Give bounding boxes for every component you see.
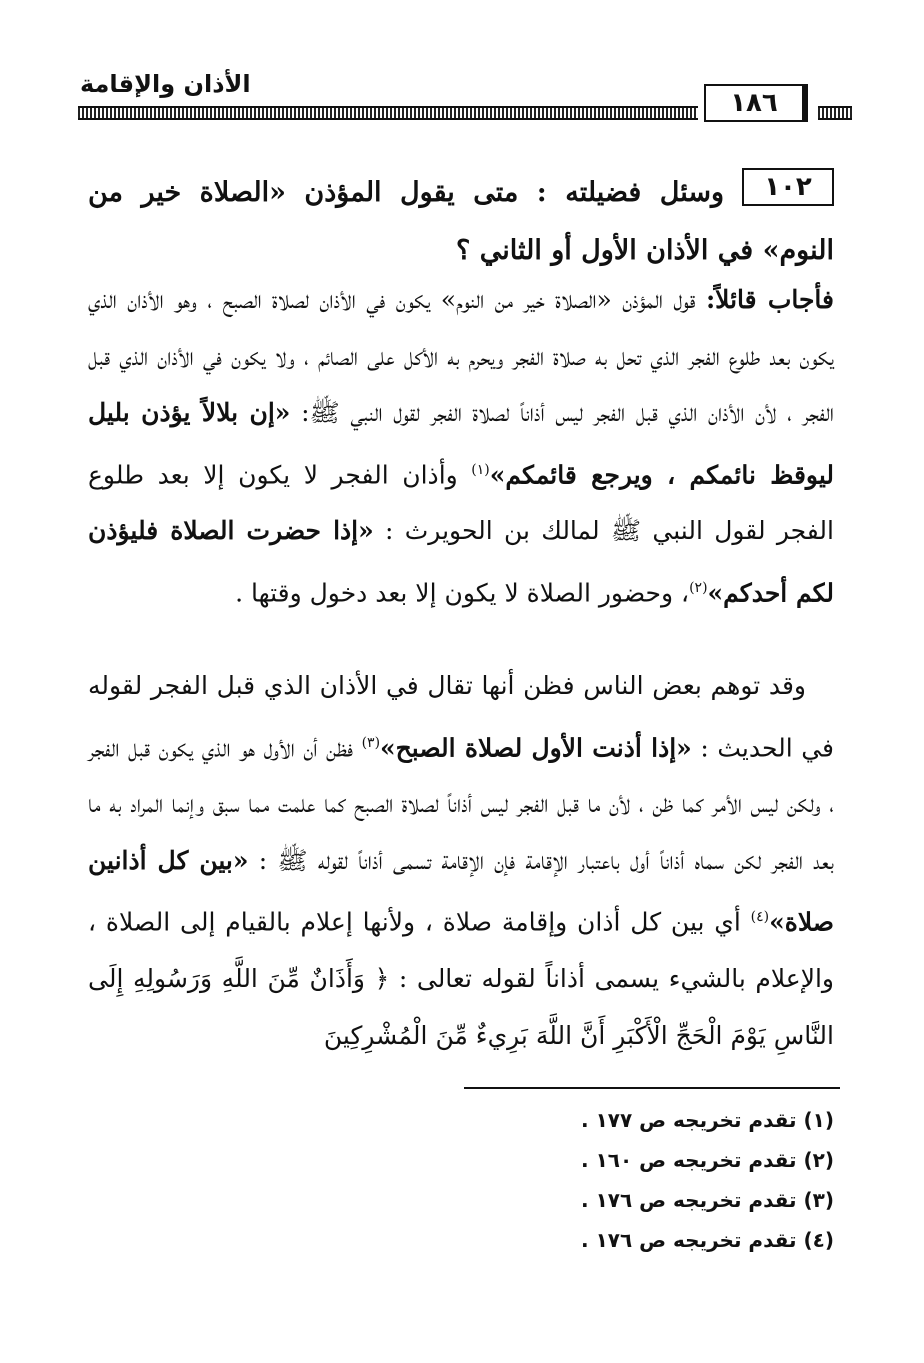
footnotes xyxy=(420,1100,834,1260)
running-title: الأذان والإقامة xyxy=(80,70,251,98)
answer-text: ، وحضور الصلاة لا يكون إلا بعد دخول وقتها . xyxy=(235,578,690,608)
question-number: ١٠٢ xyxy=(742,168,834,206)
footnote-item: (٣) تقدم تخريجه ص ١٧٦ . xyxy=(581,1188,834,1212)
answer-text: وقد توهم بعض الناس فظن أنها تقال في الأذان الذي قبل الفجر لقوله في الحديث : xyxy=(88,671,834,762)
answer-paragraph-1 xyxy=(88,272,834,622)
footnote-separator xyxy=(464,1087,840,1089)
answer-lead: فأجاب قائلاً: xyxy=(705,285,834,314)
answer-paragraph-2 xyxy=(88,658,834,1064)
hadith-quote: «بين كل أذانين صلاة» xyxy=(88,845,834,937)
hadith-quote: «إذا أذنت الأول لصلاة الصبح» xyxy=(380,732,692,762)
answer-text: قول المؤذن «الصلاة خير من النوم» يكون في الأذان لصلاة الصبح ، وهو الأذان الذي يكون بعد طلوع الفجر الذي تحل به صلاة الفجر ويحرم به الأكل على الصائم ، ولا يكون في الأذان الذي قبل الفجر ، لأن الأذان الذي قبل الفجر ليس أذاناً لصلاة الفجر لقول النبي ﷺ: xyxy=(88,285,834,427)
answer-text: أي بين كل أذان وإقامة صلاة ، ولأنها إعلام بالقيام إلى الصلاة ، والإعلام بالشيء يسمى أذاناً لقوله تعالى : ﴿ وَأَذَانٌ مِّنَ اللَّهِ وَرَسُولِهِ إِلَى النَّاسِ يَوْمَ الْحَجِّ الْأَكْبَرِ أَنَّ اللَّهَ بَرِيءٌ مِّنَ الْمُشْرِكِينَ xyxy=(88,907,834,1050)
answer-text: وأذان الفجر لا يكون إلا بعد طلوع الفجر لقول النبي ﷺ لمالك بن الحويرث : xyxy=(88,459,834,546)
page-number: ١٨٦ xyxy=(704,84,808,122)
footnote-ref[interactable]: (١) xyxy=(471,461,490,478)
footnote-ref[interactable]: (٣) xyxy=(361,734,381,751)
footnote-item: (٢) تقدم تخريجه ص ١٦٠ . xyxy=(581,1148,834,1172)
footnote-ref[interactable]: (٢) xyxy=(689,579,708,596)
header-rule xyxy=(78,106,698,120)
footnote-item: (١) تقدم تخريجه ص ١٧٧ . xyxy=(581,1108,834,1132)
answer-text: فظن أن الأول هو الذي يكون قبل الفجر ، ولكن ليس الأمر كما ظن ، لأن ما قبل الفجر ليس أذاناً لصلاة الصبح كما علمت مما سبق وإنما المراد به ما بعد الفجر لكن سماه أذاناً أول باعتبار الإقامة فإن الإقامة تسمى أذاناً لقوله ﷺ : xyxy=(88,732,834,875)
footnote-ref[interactable]: (٤) xyxy=(750,909,770,926)
question-text: وسئل فضيلته : متى يقول المؤذن «الصلاة خير من النوم» في الأذان الأول أو الثاني ؟ xyxy=(88,177,834,266)
hadith-quote: «إن بلالاً يؤذن بليل ليوقظ نائمكم ، ويرجع قائمكم» xyxy=(88,398,834,489)
hadith-quote: «إذا حضرت الصلاة فليؤذن لكم أحدكم» xyxy=(88,516,834,608)
header-rule-right xyxy=(818,106,852,120)
footnote-item: (٤) تقدم تخريجه ص ١٧٦ . xyxy=(581,1228,834,1252)
